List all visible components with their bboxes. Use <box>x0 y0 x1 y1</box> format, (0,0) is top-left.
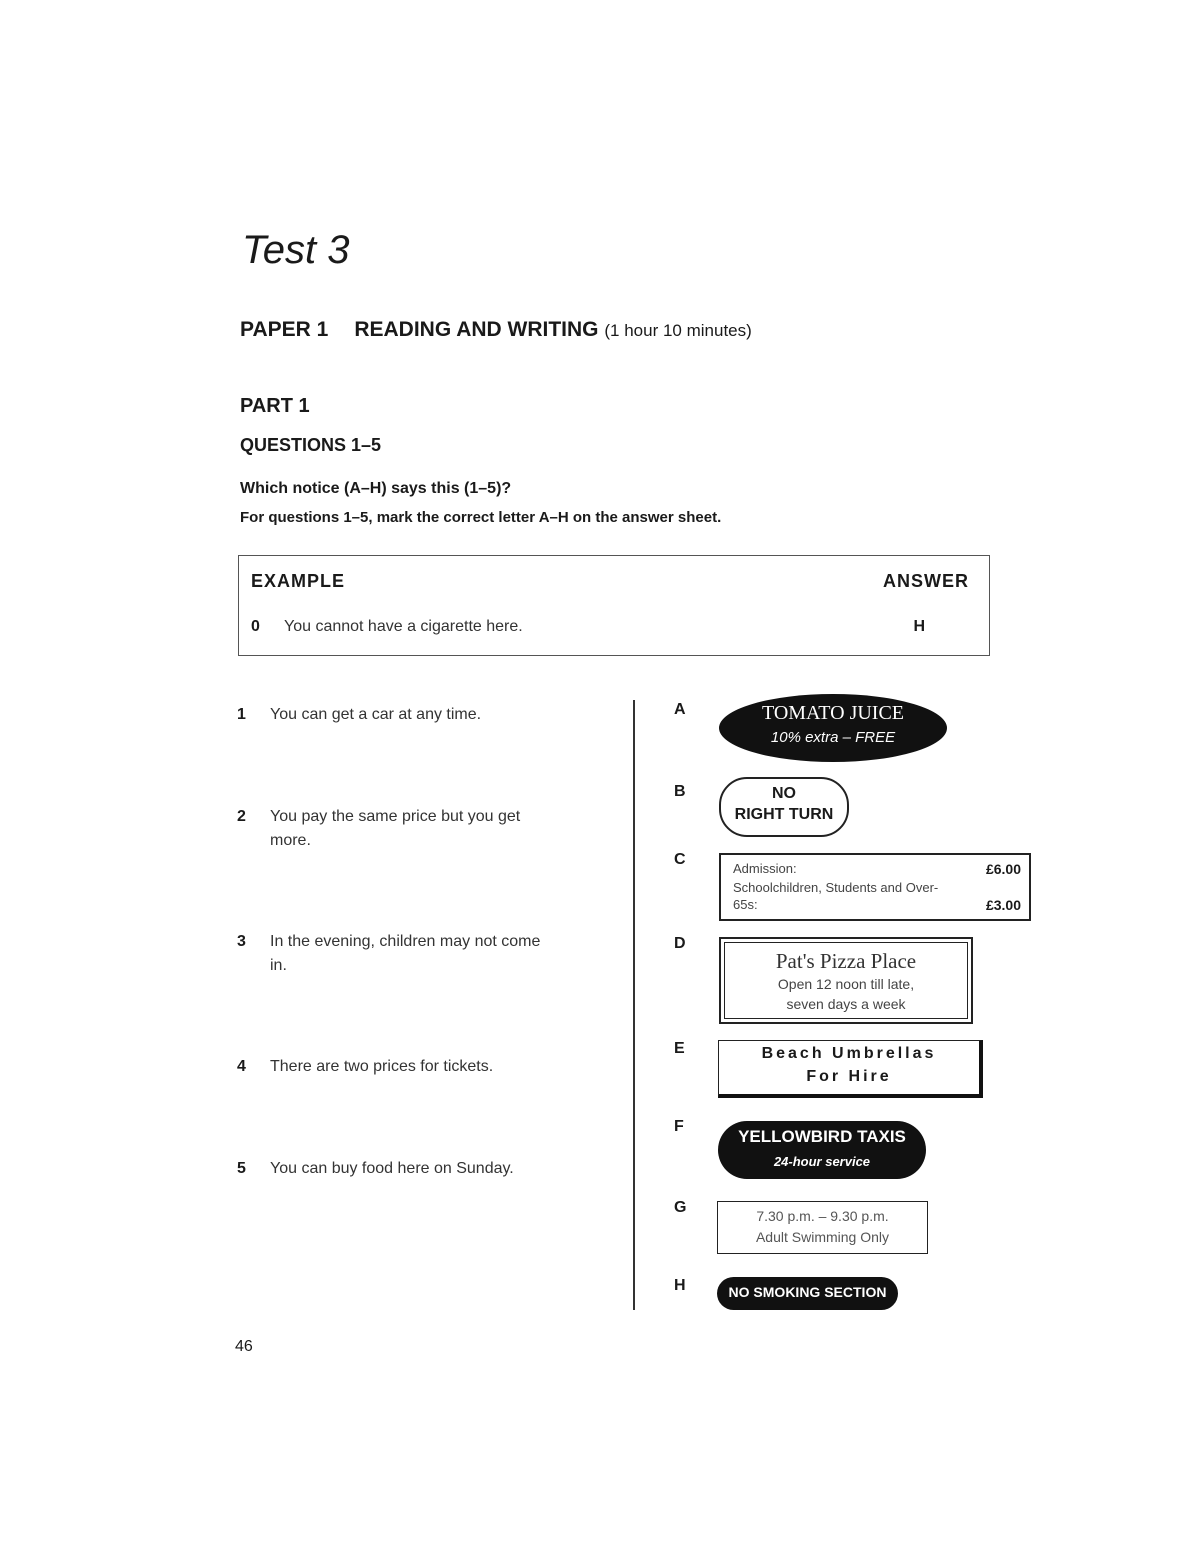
test-title: Test 3 <box>242 228 350 272</box>
question-text: You pay the same price but you get more. <box>270 808 521 849</box>
question-text: You can get a car at any time. <box>270 706 482 723</box>
notice-b-no-right-turn <box>719 777 849 837</box>
notice-b-line1: NO <box>772 785 796 802</box>
question-number: 5 <box>237 1160 246 1177</box>
notice-g-line2: Adult Swimming Only <box>755 1229 890 1245</box>
notice-h-line1: NO SMOKING SECTION <box>728 1284 887 1300</box>
notice-d-line1: Pat's Pizza Place <box>775 949 917 973</box>
questions-heading: QUESTIONS 1–5 <box>240 435 382 455</box>
question-item <box>237 1055 557 1079</box>
notice-a-tomato-juice <box>719 694 947 762</box>
notice-e-line1: Beach Umbrellas <box>761 1045 937 1062</box>
notice-e-beach-umbrellas <box>718 1040 983 1098</box>
notice-g-line1: 7.30 p.m. – 9.30 p.m. <box>756 1208 889 1224</box>
question-number: 3 <box>237 933 246 950</box>
notice-h-no-smoking <box>717 1277 898 1310</box>
part-heading: PART 1 <box>240 395 310 417</box>
notice-letter-a: A <box>674 701 686 718</box>
notice-d-pizza-place <box>719 937 973 1024</box>
notice-a-line2: 10% extra – FREE <box>770 729 896 746</box>
notice-letter-g: G <box>674 1199 687 1216</box>
notice-c-price1: £6.00 <box>985 861 1021 877</box>
notice-c-line1: Admission: <box>733 861 797 876</box>
notice-c-admission <box>719 853 1031 921</box>
question-text: In the evening, children may not come in. <box>270 933 541 974</box>
paper-duration: (1 hour 10 minutes) <box>604 321 752 340</box>
paper-title: READING AND WRITING <box>354 318 599 341</box>
example-label: EXAMPLE <box>251 571 346 591</box>
notice-f-line1: YELLOWBIRD TAXIS <box>738 1127 906 1146</box>
question-number: 2 <box>237 808 246 825</box>
answer-label: ANSWER <box>883 571 969 591</box>
instruction-primary: Which notice (A–H) says this (1–5)? <box>240 480 512 497</box>
notice-a-line1: TOMATO JUICE <box>761 702 905 724</box>
example-number: 0 <box>251 618 260 635</box>
instruction-secondary: For questions 1–5, mark the correct letter A–H on the answer sheet. <box>240 509 722 526</box>
notice-d-line2: Open 12 noon till late, <box>777 976 915 992</box>
notice-c-price2: £3.00 <box>985 897 1021 913</box>
notice-letter-h: H <box>674 1277 686 1294</box>
example-answer: H <box>913 618 925 635</box>
question-number: 4 <box>237 1058 246 1075</box>
paper-label: PAPER 1 <box>240 318 329 341</box>
notice-c-line2: Schoolchildren, Students and Over-65s: <box>733 880 939 912</box>
column-divider <box>633 700 635 1310</box>
page-number: 46 <box>235 1338 253 1355</box>
notice-e-line2: For Hire <box>806 1068 892 1085</box>
question-item <box>237 703 557 727</box>
example-text: You cannot have a cigarette here. <box>284 618 523 635</box>
notice-f-line2: 24-hour service <box>773 1154 871 1169</box>
question-item <box>237 930 557 978</box>
notice-b-line2: RIGHT TURN <box>734 806 834 823</box>
notice-letter-b: B <box>674 783 686 800</box>
notice-f-yellowbird-taxis <box>718 1121 926 1179</box>
notice-letter-d: D <box>674 935 686 952</box>
paper-heading <box>240 318 752 342</box>
notice-letter-e: E <box>674 1040 685 1057</box>
notice-letter-c: C <box>674 851 686 868</box>
question-text: You can buy food here on Sunday. <box>270 1160 514 1177</box>
notice-g-adult-swimming <box>717 1201 928 1254</box>
notice-letter-f: F <box>674 1118 684 1135</box>
notice-d-line3: seven days a week <box>786 996 906 1012</box>
question-text: There are two prices for tickets. <box>270 1058 494 1075</box>
example-box <box>238 555 990 656</box>
question-number: 1 <box>237 706 246 723</box>
question-item <box>237 1157 557 1181</box>
question-item <box>237 805 557 853</box>
